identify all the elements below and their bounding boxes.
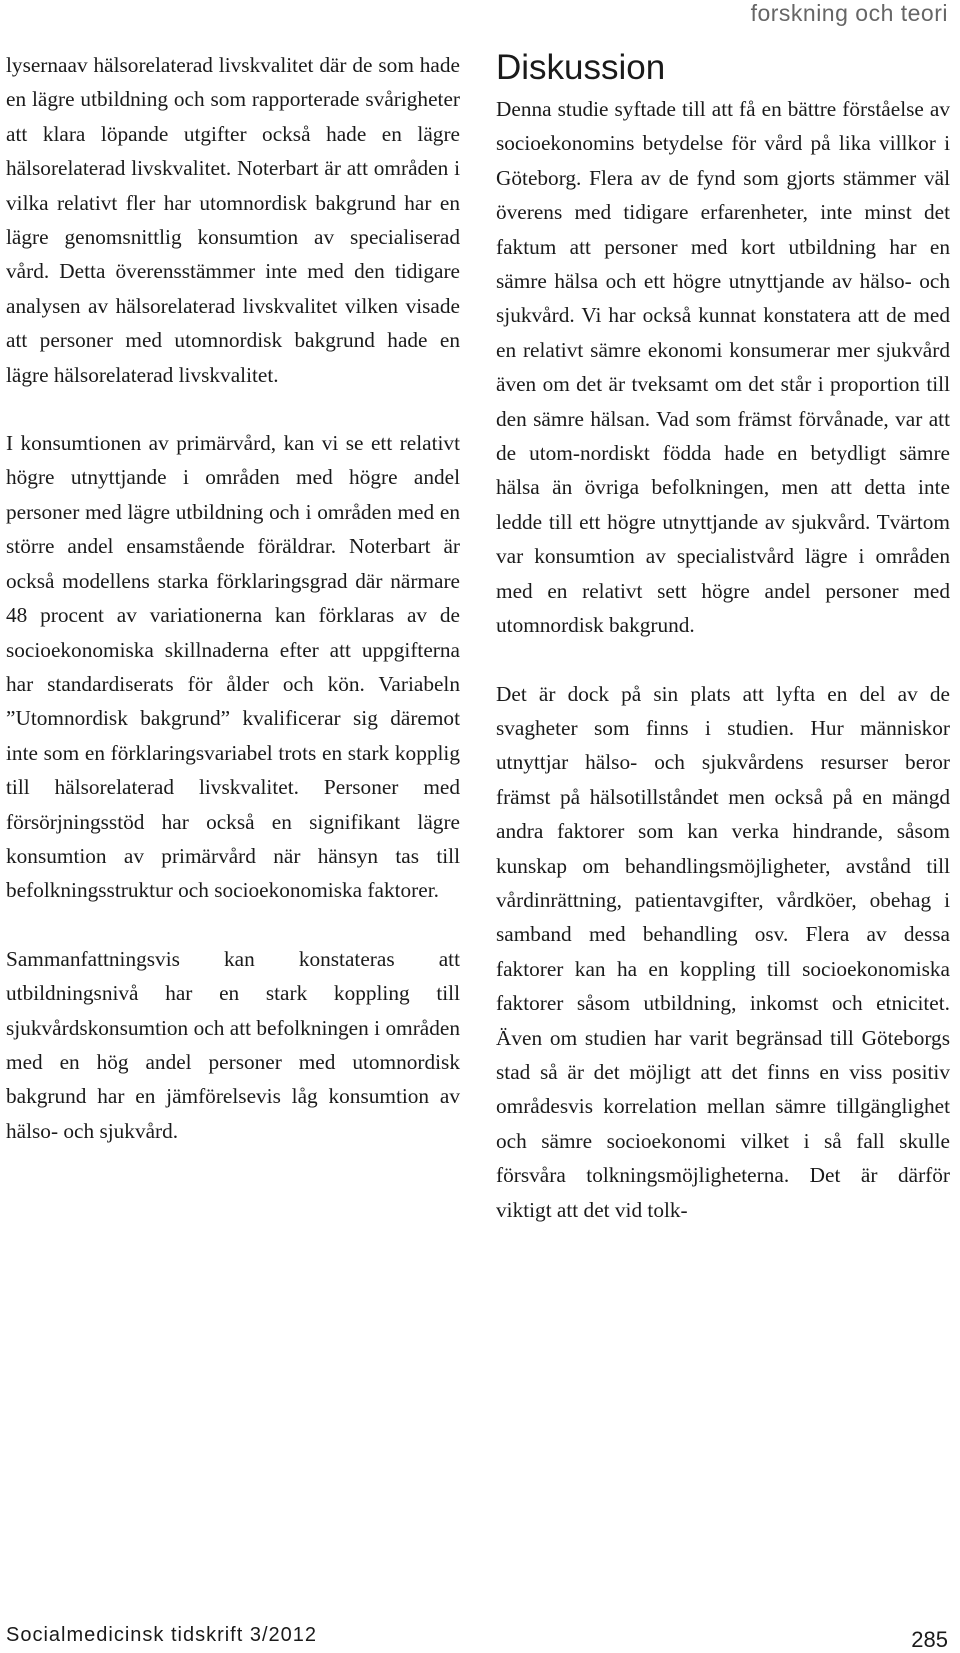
section-heading: Diskussion xyxy=(496,48,666,87)
body-paragraph: Det är dock på sin plats att lyfta en del av de svagheter som finns i studien. Hur människor utnyttjar hälso- och sjukvårdens resurser beror främst på hälsotillståndet men också på en mängd andra faktorer som kan verka hindrande, såsom kunskap om behandlingsmöjligheter, avstånd till vårdinrättning, patientavgifter, vårdköer, obehag i samband med behandling osv. Flera av dessa faktorer kan ha en koppling till socioekonomiska faktorer såsom utbildning, inkomst och etnicitet. Även om studien har varit begränsad till Göteborgs stad så är det möjligt att det finns en viss positiv områdesvis korrelation mellan sämre tillgänglighet och sämre socioekonomi vilket i så fall skulle försvåra tolkningsmöjligheterna. Det är därför viktigt att det vid tolk- xyxy=(496,681,950,1222)
left-column xyxy=(6,48,460,1148)
body-paragraph: Sammanfattningsvis kan konstateras att utbildningsnivå har en stark koppling till sjukvårdskonsumtion och att befolkningen i områden med en hög andel personer med utomnordisk bakgrund har en jämförelsevis låg konsumtion av hälso- och sjukvård. xyxy=(6,946,460,1143)
journal-name: Socialmedicinsk tidskrift 3/2012 xyxy=(6,1624,318,1646)
right-column xyxy=(496,46,950,1227)
page-number: 285 xyxy=(911,1627,948,1652)
body-paragraph: I konsumtionen av primärvård, kan vi se ett relativt högre utnyttjande i områden med högre andel personer med lägre utbildning och i områden med en större andel ensamstående föräldrar. Noterbart är också modellens starka förklaringsgrad där närmare 48 procent av variationerna kan förklaras av de socioekonomiska skillnaderna efter att uppgifterna har standardiserats för ålder och kön. Variabeln ”Utomnordisk bakgrund” kvalificerar sig däremot inte som en förklaringsvariabel trots en stark kopplig till hälsorelaterad livskvalitet. Personer med försörjningsstöd har också en signifikant lägre konsumtion av primärvård när hänsyn tas till befolkningsstruktur och socioekonomiska faktorer. xyxy=(6,431,460,903)
body-paragraph: Denna studie syftade till att få en bättre förståelse av socioekonomins betydelse för vård på lika villkor i Göteborg. Flera av de fynd som gjorts stämmer väl överens med tidigare erfarenheter, inte minst det faktum att personer med kort utbildning har en sämre hälsa och ett högre utnyttjande av hälso- och sjukvård. Vi har också kunnat konstatera att de med en relativt sämre ekonomi konsumerar mer sjukvård även om det är tveksamt om det står i proportion till den sämre hälsan. Vad som främst förvånade, var att de utom-nordiskt födda hade en betydligt sämre hälsa än övriga befolkningen, men att detta inte ledde till ett högre utnyttjande av sjukvård. Tvärtom var konsumtion av specialistvård lägre i områden med en relativt sett högre andel personer med utomnordisk bakgrund. xyxy=(496,97,950,638)
section-label: forskning och teori xyxy=(750,0,948,26)
body-paragraph: lysernaav hälsorelaterad livskvalitet där de som hade en lägre utbildning och som rapporterade svårigheter att klara löpande utgifter också hade en lägre hälsorelaterad livskvalitet. Noterbart är att områden i vilka relativt fler har utomnordisk bakgrund har en lägre genomsnittlig konsumtion av specialiserad vård. Detta överensstämmer inte med den tidigare analysen av hälsorelaterad livskvalitet vilken visade att personer med utomnordisk bakgrund hade en lägre hälsorelaterad livskvalitet. xyxy=(6,53,460,387)
